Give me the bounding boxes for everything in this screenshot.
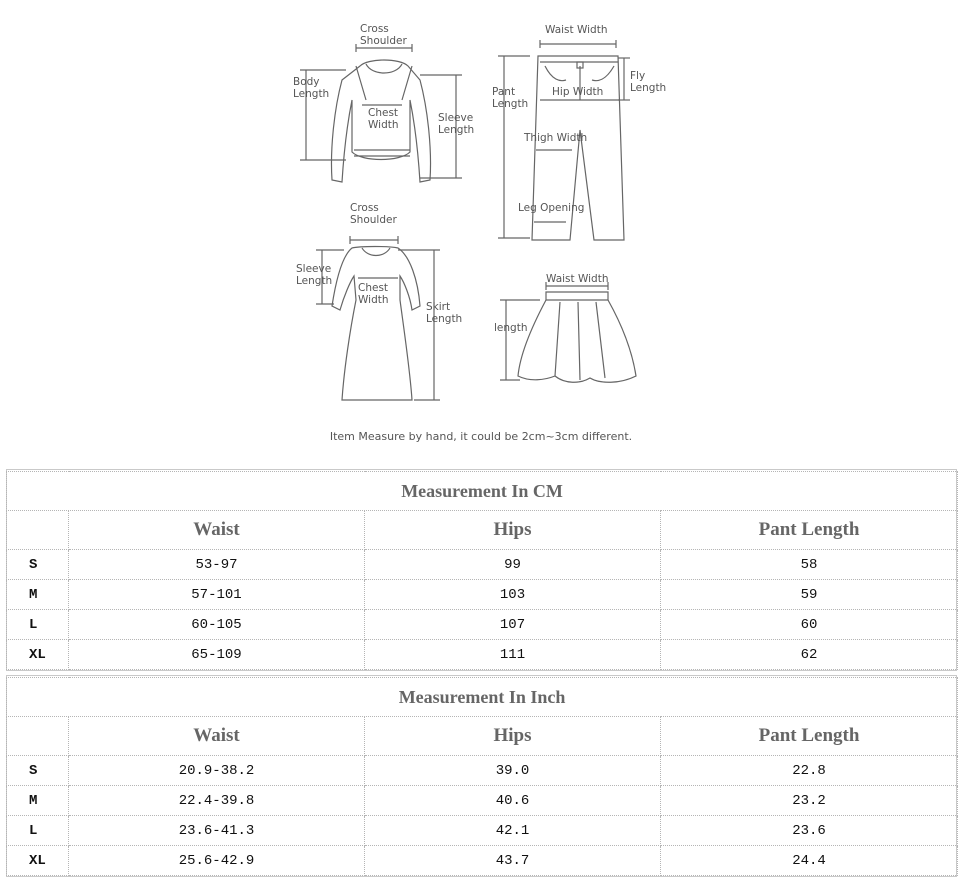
shirt-cross-shoulder-label-2: Shoulder (360, 35, 407, 47)
dress-skirt-length-label-2: Length (426, 313, 463, 325)
waist-value: 65-109 (69, 640, 365, 670)
hips-value: 43.7 (365, 846, 661, 876)
cm-table-title: Measurement In CM (7, 472, 958, 511)
cm-header-pant-length: Pant Length (661, 511, 958, 550)
dress-sleeve-length-label-2: Length (296, 275, 333, 287)
pants-fly-length-label-2: Length (630, 82, 667, 94)
hips-value: 103 (365, 580, 661, 610)
dress-chest-width-label-1: Chest (358, 282, 389, 294)
waist-value: 25.6-42.9 (69, 846, 365, 876)
table-row (7, 846, 958, 876)
pants-thigh-width-label: Thigh Width (524, 132, 588, 144)
measure-note: Item Measure by hand, it could be 2cm~3cm different. (329, 430, 633, 443)
table-row (7, 786, 958, 816)
hips-value: 111 (365, 640, 661, 670)
size-label: M (7, 786, 69, 816)
hips-value: 40.6 (365, 786, 661, 816)
waist-value: 53-97 (69, 550, 365, 580)
size-label: L (7, 610, 69, 640)
skirt-length-label: length (494, 322, 528, 334)
hips-value: 42.1 (365, 816, 661, 846)
table-row (7, 640, 958, 670)
shirt-body-length-label-1: Body (293, 76, 320, 88)
hips-value: 107 (365, 610, 661, 640)
shirt-chest-width-label-2: Width (368, 119, 399, 131)
skirt-waist-width-label: Waist Width (546, 273, 609, 285)
pant-length-value: 60 (661, 610, 958, 640)
pants-leg-opening-label: Leg Opening (518, 202, 585, 214)
inch-header-waist: Waist (69, 717, 365, 756)
cm-header-blank (7, 511, 69, 550)
inch-header-blank (7, 717, 69, 756)
dress-cross-shoulder-label-2: Shoulder (350, 214, 397, 226)
pants-waist-width-label: Waist Width (545, 24, 608, 36)
pant-length-value: 59 (661, 580, 958, 610)
size-label: XL (7, 640, 69, 670)
pants-pant-length-label-1: Pant (492, 86, 516, 98)
dress-chest-width-label-2: Width (358, 294, 389, 306)
pant-length-value: 62 (661, 640, 958, 670)
pant-length-value: 22.8 (661, 756, 958, 786)
table-row (7, 580, 958, 610)
inch-size-table (6, 677, 958, 876)
pant-length-value: 24.4 (661, 846, 958, 876)
dress-sleeve-length-label-1: Sleeve (296, 263, 332, 275)
dress-drawing (316, 236, 440, 400)
waist-value: 20.9-38.2 (69, 756, 365, 786)
table-row (7, 816, 958, 846)
size-label: S (7, 756, 69, 786)
shirt-sleeve-length-label-2: Length (438, 124, 475, 136)
shirt-cross-shoulder-label-1: Cross (360, 23, 389, 35)
table-row (7, 756, 958, 786)
pants-fly-length-label-1: Fly (630, 70, 646, 82)
dress-cross-shoulder-label-1: Cross (350, 202, 379, 214)
size-label: XL (7, 846, 69, 876)
table-row (7, 550, 958, 580)
cm-header-hips: Hips (365, 511, 661, 550)
dress-skirt-length-label-1: Skirt (426, 301, 451, 313)
cm-header-waist: Waist (69, 511, 365, 550)
size-label: M (7, 580, 69, 610)
waist-value: 23.6-41.3 (69, 816, 365, 846)
cm-size-table (6, 471, 958, 670)
size-label: L (7, 816, 69, 846)
inch-table-title: Measurement In Inch (7, 678, 958, 717)
inch-header-hips: Hips (365, 717, 661, 756)
pants-hip-width-label: Hip Width (552, 86, 604, 98)
hips-value: 39.0 (365, 756, 661, 786)
pant-length-value: 23.2 (661, 786, 958, 816)
shirt-sleeve-length-label-1: Sleeve (438, 112, 474, 124)
shirt-body-length-label-2: Length (293, 88, 330, 100)
size-label: S (7, 550, 69, 580)
inch-header-pant-length: Pant Length (661, 717, 958, 756)
pant-length-value: 58 (661, 550, 958, 580)
pants-pant-length-label-2: Length (492, 98, 529, 110)
waist-value: 57-101 (69, 580, 365, 610)
waist-value: 60-105 (69, 610, 365, 640)
hips-value: 99 (365, 550, 661, 580)
pant-length-value: 23.6 (661, 816, 958, 846)
shirt-chest-width-label-1: Chest (368, 107, 399, 119)
table-row (7, 610, 958, 640)
waist-value: 22.4-39.8 (69, 786, 365, 816)
